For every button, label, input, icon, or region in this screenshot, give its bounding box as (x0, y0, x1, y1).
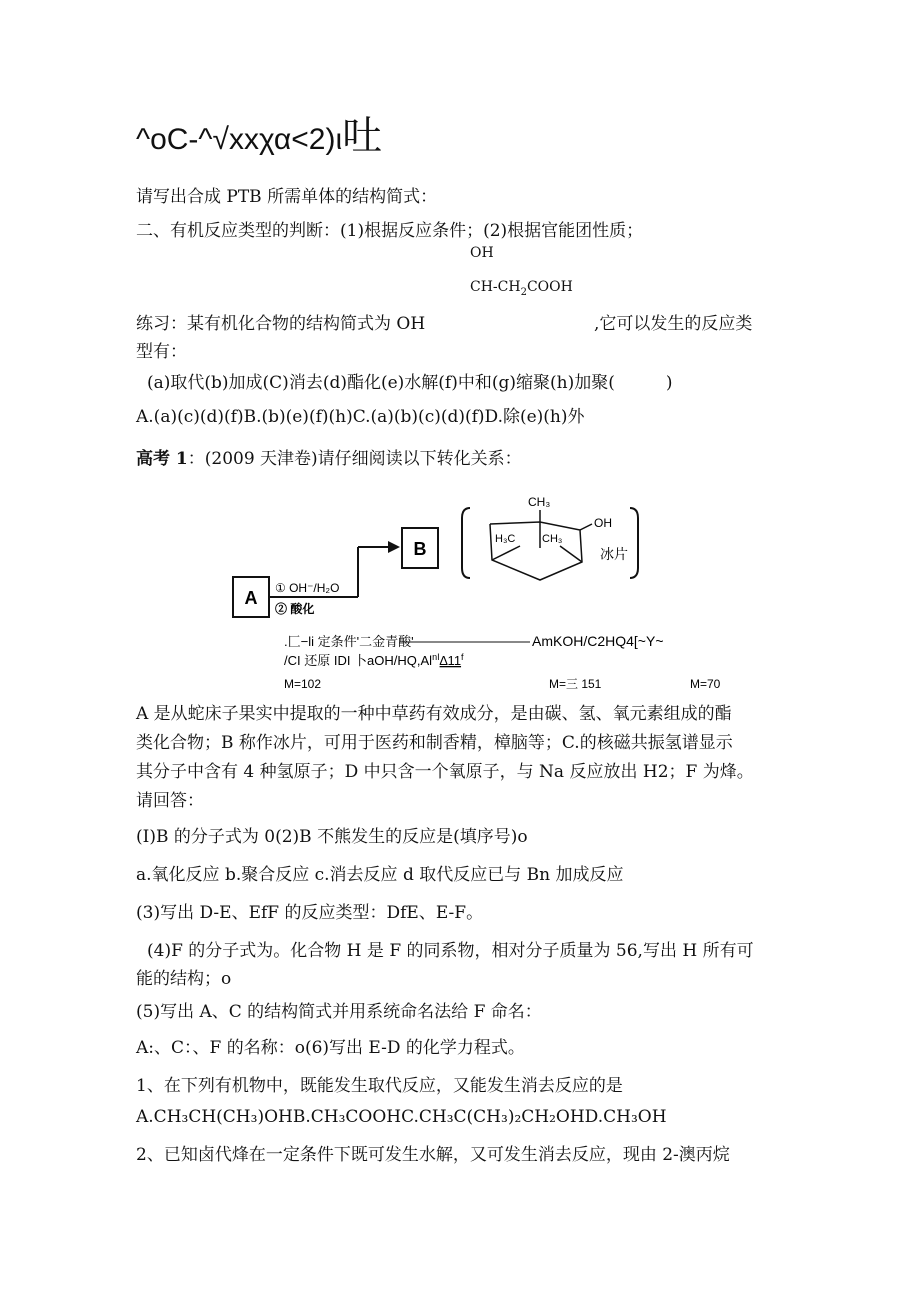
row1-left: .匚−li 定条件'二金青酸' (284, 634, 414, 649)
mass-b: M=三 151 (549, 677, 602, 691)
title-char: 吐 (342, 113, 383, 159)
borneol-structure (490, 510, 592, 580)
question-3: (3)写出 D-E、EfF 的反应类型：DfE、E-F。 (136, 903, 484, 923)
bracket-left (462, 508, 470, 578)
practice-2: 2、已知卤代烽在一定条件下既可发生水解，又可发生消去反应，现由 2-澳丙烷 (136, 1145, 730, 1165)
row2-sup: nI (432, 652, 440, 662)
struct-oh: OH (470, 245, 494, 261)
step2-label: ② 酸化 (275, 602, 315, 616)
box-a-label: A (244, 588, 258, 608)
box-b-label: B (413, 539, 427, 559)
arrow-head (388, 541, 400, 553)
options-line: (a)取代(b)加成(C)消去(d)酯化(e)水解(f)中和(g)缩聚(h)加聚( ) (147, 373, 673, 393)
question-4a: (4)F 的分子式为。化合物 H 是 F 的同系物，相对分子质量为 56,写出 H 所有可 (147, 941, 754, 961)
practice-1-options: A.CH₃CH(CH₃)OHB.CH₃COOHC.CH₃C(CH₃)₂CH₂OHD.CH₃OH (136, 1107, 667, 1127)
struct-chain-head: CH-CH (470, 279, 521, 295)
line-ptb: 请写出合成 PTB 所需单体的结构简式： (136, 187, 438, 207)
exam-label: 高考 1 (136, 449, 188, 469)
answers-line: A.(a)(c)(d)(f)B.(b)(e)(f)(h)C.(a)(b)(c)(d)(f)D.除(e)(h)外 (136, 407, 585, 427)
row2-end: ∆11 (439, 653, 462, 668)
step1-label: ① OH⁻/H₂O (275, 581, 340, 595)
desc-line-3: 其分子中含有 4 种氢原子；D 中只含一个氧原子，与 Na 反应放出 H2；F 为烽。 (136, 762, 754, 782)
h3c-label: H₃C (495, 533, 516, 545)
desc-line-2: 类化合物；B 称作冰片，可用于医药和制香精，樟脑等；C.的核磁共振氢谱显示 (136, 733, 733, 753)
row2-text (284, 652, 464, 668)
oh-label: OH (594, 516, 612, 530)
question-1: (I)B 的分子式为 0(2)B 不熊发生的反应是(填序号)o (136, 827, 528, 847)
question-1-options: a.氧化反应 b.聚合反应 c.消去反应 d 取代反应已与 Bn 加成反应 (136, 865, 624, 885)
practice-1: 1、在下列有机物中，既能发生取代反应，又能发生消去反应的是 (136, 1076, 623, 1096)
struct-chain-tail: COOH (526, 279, 573, 295)
desc-line-1: A 是从蛇床子果实中提取的一种中草药有效成分，是由碳、氢、氧元素组成的酯 (136, 704, 732, 724)
question-4b: 能的结构；o (136, 969, 232, 989)
line-reaction-types: 二、有机反应类型的判断：(1)根据反应条件；(2)根据官能团性质； (136, 221, 644, 241)
row1-right: AmKOH/C2HQ4[~Y~ (532, 633, 664, 649)
desc-line-4: 请回答： (136, 791, 204, 811)
mass-c: M=70 (690, 677, 721, 691)
bingpian-label: 冰片 (600, 546, 628, 562)
struct-chain-sub: 2 (520, 286, 527, 298)
practice-line-a: 练习：某有机化合物的结构简式为 OH (136, 314, 426, 334)
practice-line-c: 型有： (136, 342, 187, 362)
practice-line-b: ,它可以发生的反应类 (594, 314, 753, 334)
question-5-answer: A:、C：、F 的名称：o(6)写出 E-D 的化学力程式。 (136, 1038, 525, 1058)
bracket-right (630, 508, 638, 578)
title-garbled: ^oC-^√xxχα<2)ι (136, 123, 343, 156)
row2-tail: f (461, 652, 464, 662)
question-5: (5)写出 A、C 的结构简式并用系统命名法给 F 命名： (136, 1002, 542, 1022)
exam-rest: ：(2009 天津卷)请仔细阅读以下转化关系： (187, 449, 522, 469)
ch3-inner: CH₃ (542, 533, 563, 545)
mass-a: M=102 (284, 677, 322, 691)
ch3-top: CH₃ (528, 495, 551, 509)
row2-main: /CI 还原 IDI 卜aOH/HQ,Al (284, 653, 433, 668)
